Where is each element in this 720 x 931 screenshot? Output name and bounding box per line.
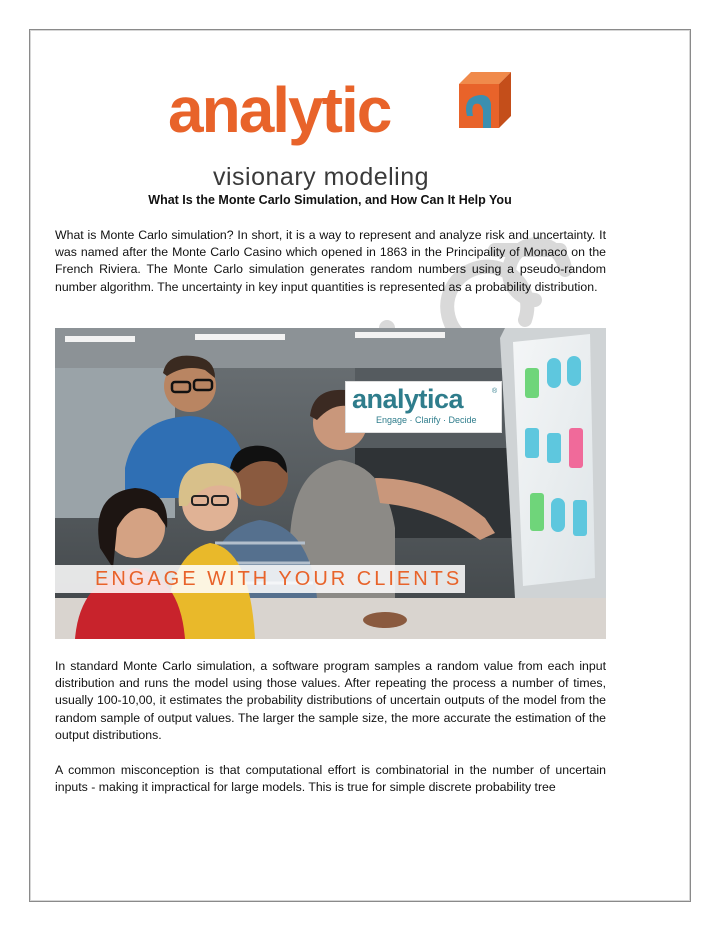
photo-logo-badge <box>345 381 502 433</box>
logo-cube-icon <box>453 70 515 132</box>
logo-tagline: visionary modeling <box>213 163 430 191</box>
team-photo <box>55 328 606 639</box>
logo-wordmark: analytic <box>168 74 391 146</box>
analytica-logo <box>168 68 518 193</box>
photo-banner-text: ENGAGE WITH YOUR CLIENTS <box>95 568 463 590</box>
document-title: What Is the Monte Carlo Simulation, and How Can It Help You <box>148 193 512 207</box>
paragraph-intro: What is Monte Carlo simulation? In short, it is a way to represent and analyze risk and uncertainty. It was named after the Monte Carlo Casino which opened in 1863 in the Principality of Monaco on the French Riviera. The Monte Carlo simulation generates random numbers using a pseudo-random number algorithm. The uncertainty in key input quantities is represented as a probability distribution. <box>55 228 606 294</box>
photo-banner <box>55 565 465 593</box>
paragraph-standard-simulation: In standard Monte Carlo simulation, a software program samples a random value from each input distribution and runs the model using those values. After repeating the process a number of times, usually 100-10,00, it estimates the probability distributions of uncertain outputs of the model from the random sample of output values. The larger the sample size, the more accurate the estimation of the output distributions. <box>55 659 606 742</box>
photo-logo-subtitle: Engage · Clarify · Decide <box>376 415 477 425</box>
photo-logo-wordmark: analytica <box>352 384 464 414</box>
photo-logo-registered: ® <box>492 388 498 395</box>
paragraph-misconception: A common misconception is that computational effort is combinatorial in the number of uncertain inputs - making it impractical for large models. This is true for simple discrete probability tree <box>55 763 606 795</box>
